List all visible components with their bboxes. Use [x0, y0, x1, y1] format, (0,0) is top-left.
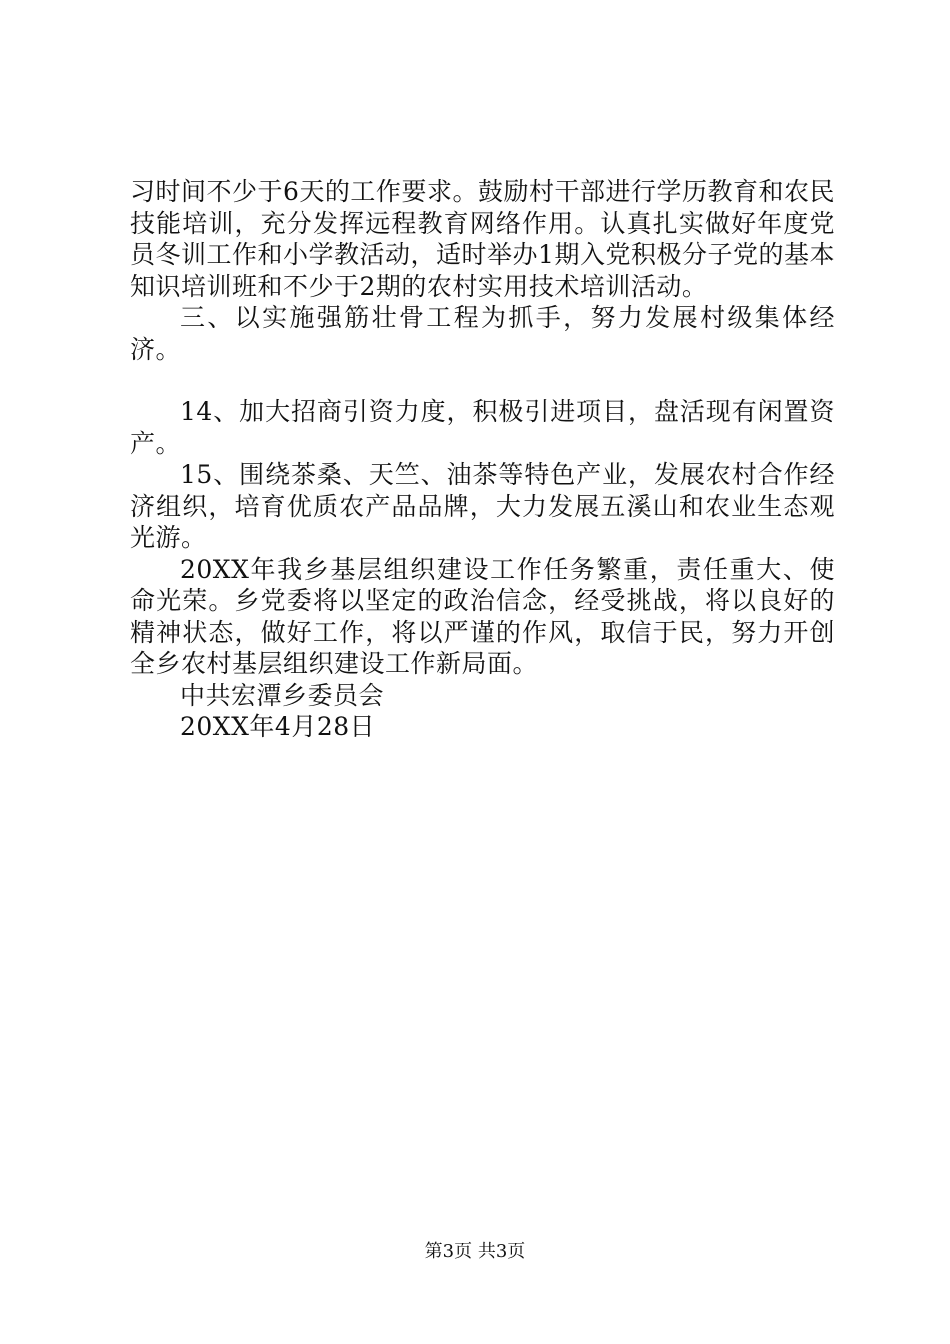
- document-body: [130, 176, 835, 743]
- signature-line: 中共宏潭乡委员会: [180, 680, 385, 710]
- page-number-footer: 第3页 共3页: [424, 1241, 526, 1262]
- paragraph-gap: [130, 365, 835, 396]
- date-line: 20XX年4月28日: [180, 712, 376, 741]
- paragraph-conclusion: 20XX年我乡基层组织建设工作任务繁重，责任重大、使命光荣。乡党委将以坚定的政治信念，经受挑战，将以良好的精神状态，做好工作，将以严谨的作风，取信于民，努力开创全乡农村基层组织建设工作新局面。: [130, 554, 835, 678]
- section-heading: 三、以实施强筋壮骨工程为抓手，努力发展村级集体经济。: [130, 303, 835, 364]
- paragraph-item-14: 14、加大招商引资力度，积极引进项目，盘活现有闲置资产。: [130, 397, 835, 458]
- paragraph-continuation: 习时间不少于6天的工作要求。鼓励村干部进行学历教育和农民技能培训，充分发挥远程教育网络作用。认真扎实做好年度党员冬训工作和小学教活动，适时举办1期入党积极分子党的基本知识培训班和不少于2期的农村实用技术培训活动。: [130, 177, 835, 301]
- paragraph-item-15: 15、围绕茶桑、天竺、油茶等特色产业，发展农村合作经济组织，培育优质农产品品牌，大力发展五溪山和农业生态观光游。: [130, 460, 835, 552]
